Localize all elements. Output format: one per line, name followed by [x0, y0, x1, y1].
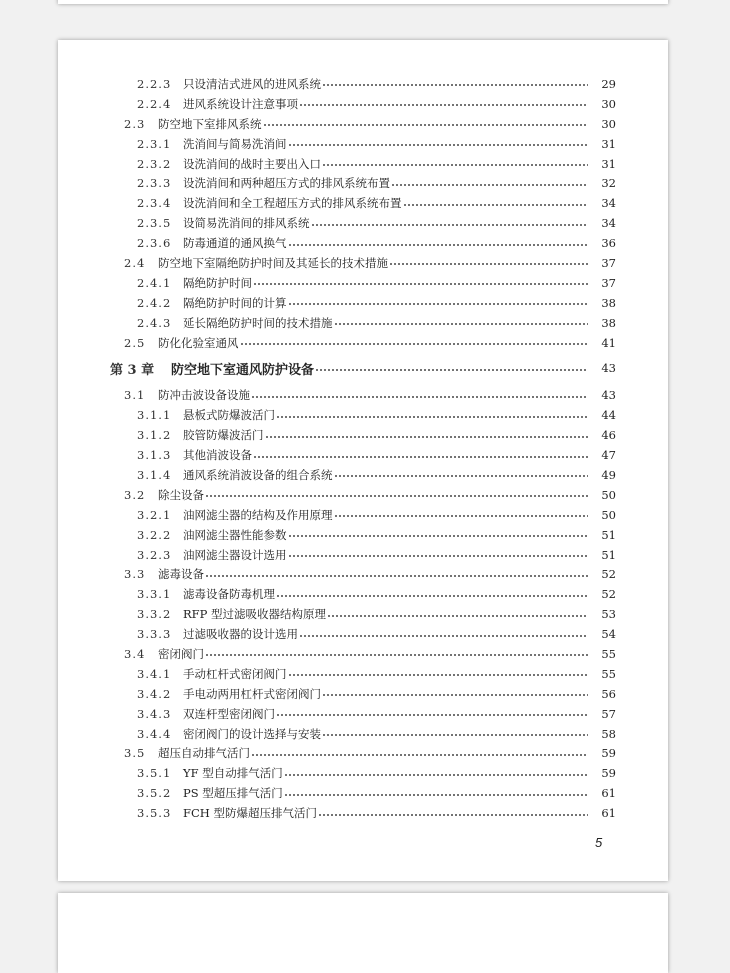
entry-title: 滤毒设备 [158, 567, 204, 582]
entry-number: 2.3.2 [137, 156, 172, 171]
entry-number: 2.3.6 [137, 236, 172, 251]
entry-title: 设洗消间和全工程超压方式的排风系统布置 [183, 196, 402, 211]
entry-title-wrap [158, 255, 592, 271]
dot-leader [299, 635, 588, 637]
entry-page: 38 [601, 315, 616, 330]
toc-entry[interactable] [58, 465, 668, 485]
entry-title-wrap [183, 726, 592, 742]
dot-leader [253, 456, 588, 458]
toc-entry[interactable] [58, 485, 668, 505]
dot-leader [334, 515, 589, 517]
entry-page: 49 [601, 467, 616, 482]
entry-number: 3.4 [124, 646, 146, 661]
entry-number: 2.3.5 [137, 216, 172, 231]
entry-number: 3.1.3 [137, 448, 172, 463]
entry-title-wrap [183, 527, 592, 543]
toc-entry[interactable] [58, 114, 668, 134]
dot-leader [391, 184, 588, 186]
entry-page: 30 [601, 116, 616, 131]
toc-entry[interactable] [58, 744, 668, 764]
entry-page: 38 [601, 295, 616, 310]
entry-title: 延长隔绝防护时间的技术措施 [183, 315, 333, 330]
toc-entry[interactable] [58, 233, 668, 253]
entry-number: 3.2 [124, 487, 146, 502]
entry-title: YF 型自动排气活门 [183, 766, 283, 781]
entry-number: 3.4.2 [137, 686, 172, 701]
entry-title-wrap [183, 805, 592, 821]
toc-entry[interactable] [58, 704, 668, 724]
entry-title-wrap [183, 156, 592, 172]
entry-page: 59 [601, 746, 616, 761]
entry-title: 其他消波设备 [183, 448, 252, 463]
dot-leader [284, 774, 588, 776]
entry-page: 37 [601, 255, 616, 270]
entry-title: 设简易洗消间的排风系统 [183, 216, 310, 231]
entry-page: 37 [601, 275, 616, 290]
entry-number: 2.3.3 [137, 176, 172, 191]
entry-number: 2.4 [124, 255, 146, 270]
document-page [58, 40, 668, 881]
entry-number: 3.5.1 [137, 766, 172, 781]
entry-title-wrap [183, 215, 592, 231]
entry-title-wrap [183, 765, 592, 781]
entry-page: 44 [601, 408, 616, 423]
entry-page: 31 [601, 136, 616, 151]
entry-title-wrap [183, 706, 592, 722]
entry-page: 36 [601, 236, 616, 251]
dot-leader [263, 124, 589, 126]
entry-title: 油网滤尘器性能参数 [183, 527, 287, 542]
toc-entry[interactable] [58, 763, 668, 783]
entry-page: 43 [601, 388, 616, 403]
dot-leader [322, 84, 588, 86]
entry-number: 3.4.4 [137, 726, 172, 741]
entry-title: 油网滤尘器设计选用 [183, 547, 287, 562]
entry-title: 手电动两用杠杆式密闭阀门 [183, 686, 321, 701]
toc-entry[interactable] [58, 134, 668, 154]
entry-number: 3.1.2 [137, 428, 172, 443]
dot-leader [315, 369, 588, 371]
entry-page: 52 [601, 567, 616, 582]
entry-number: 2.2.4 [137, 96, 172, 111]
toc-entry[interactable] [58, 213, 668, 233]
toc-entry[interactable] [58, 584, 668, 604]
dot-leader [288, 144, 589, 146]
dot-leader [288, 555, 589, 557]
entry-page: 46 [601, 428, 616, 443]
entry-title-wrap [183, 586, 592, 602]
entry-number: 3.5.2 [137, 786, 172, 801]
entry-page: 57 [601, 706, 616, 721]
entry-title-wrap [183, 235, 592, 251]
entry-number: 3.2.2 [137, 527, 172, 542]
dot-leader [240, 343, 589, 345]
entry-number: 3.4.1 [137, 666, 172, 681]
dot-leader [334, 475, 589, 477]
entry-title: 防空地下室隔绝防护时间及其延长的技术措施 [158, 255, 388, 270]
entry-title-wrap [183, 96, 592, 112]
entry-title-wrap [183, 295, 592, 311]
entry-page: 30 [601, 96, 616, 111]
entry-title: 隔绝防护时间 [183, 275, 252, 290]
toc-entry[interactable] [58, 405, 668, 425]
entry-number: 2.4.2 [137, 295, 172, 310]
dot-leader [334, 323, 589, 325]
dot-leader [276, 595, 588, 597]
entry-title-wrap [158, 116, 592, 132]
entry-number: 2.2.3 [137, 76, 172, 91]
toc-entry[interactable] [58, 684, 668, 704]
dot-leader [322, 164, 588, 166]
entry-number: 2.4.1 [137, 275, 172, 290]
entry-page: 53 [601, 607, 616, 622]
entry-title: 防化化验室通风 [158, 335, 239, 350]
dot-leader [403, 204, 589, 206]
entry-page: 51 [601, 547, 616, 562]
entry-title: 过滤吸收器的设计选用 [183, 627, 298, 642]
entry-page: 51 [601, 527, 616, 542]
toc-entry[interactable] [58, 783, 668, 803]
dot-leader [288, 303, 589, 305]
toc-entry[interactable] [58, 74, 668, 94]
entry-title-wrap [183, 686, 592, 702]
entry-page: 59 [601, 766, 616, 781]
entry-title-wrap [183, 666, 592, 682]
dot-leader [284, 794, 588, 796]
entry-number: 2.3.4 [137, 196, 172, 211]
dot-leader [389, 263, 588, 265]
dot-leader [288, 244, 589, 246]
toc-entry[interactable] [58, 724, 668, 744]
toc-entry[interactable] [58, 624, 668, 644]
toc-entry[interactable] [58, 604, 668, 624]
dot-leader [299, 104, 588, 106]
entry-number: 3.4.3 [137, 706, 172, 721]
next-page-edge [58, 893, 668, 973]
entry-number: 3.3 [124, 567, 146, 582]
entry-page: 61 [601, 786, 616, 801]
dot-leader [205, 575, 588, 577]
toc-section-chapter-2 [58, 74, 668, 352]
entry-title-wrap [183, 785, 592, 801]
entry-page: 52 [601, 587, 616, 602]
entry-number: 3.1.4 [137, 467, 172, 482]
dot-leader [288, 535, 589, 537]
toc-entry[interactable] [58, 644, 668, 664]
entry-title-wrap [183, 275, 592, 291]
entry-number: 3.1.1 [137, 408, 172, 423]
dot-leader [322, 734, 588, 736]
entry-title: 密闭阀门 [158, 646, 204, 661]
table-of-contents [58, 74, 668, 823]
entry-number: 3.3.3 [137, 627, 172, 642]
toc-entry[interactable] [58, 273, 668, 293]
toc-entry[interactable] [58, 333, 668, 353]
entry-title: 只设清洁式进风的进风系统 [183, 76, 321, 91]
entry-number: 2.3.1 [137, 136, 172, 151]
toc-entry[interactable] [58, 564, 668, 584]
dot-leader [327, 615, 588, 617]
entry-page: 41 [601, 335, 616, 350]
entry-page: 61 [601, 806, 616, 821]
entry-title: 进风系统设计注意事项 [183, 96, 298, 111]
entry-title: 洗消间与简易洗消间 [183, 136, 287, 151]
toc-entry[interactable] [58, 525, 668, 545]
toc-entry[interactable] [58, 505, 668, 525]
toc-chapter-heading[interactable] [58, 357, 668, 379]
entry-title: 防毒通道的通风换气 [183, 236, 287, 251]
entry-title: 悬板式防爆波活门 [183, 408, 275, 423]
entry-title: 设洗消间的战时主要出入口 [183, 156, 321, 171]
entry-page: 50 [601, 487, 616, 502]
entry-title: PS 型超压排气活门 [183, 786, 283, 801]
toc-entry[interactable] [58, 803, 668, 823]
entry-title-wrap [183, 447, 592, 463]
entry-title: RFP 型过滤吸收器结构原理 [183, 607, 327, 622]
entry-page: 58 [601, 726, 616, 741]
toc-entry[interactable] [58, 293, 668, 313]
entry-title-wrap [183, 427, 592, 443]
entry-title-wrap [183, 315, 592, 331]
dot-leader [253, 283, 588, 285]
toc-entry[interactable] [58, 173, 668, 193]
entry-title: 超压自动排气活门 [158, 746, 250, 761]
chapter-title-wrap [171, 359, 592, 378]
page-number: 5 [595, 835, 603, 850]
entry-page: 29 [601, 76, 616, 91]
entry-title: 防空地下室排风系统 [158, 116, 262, 131]
entry-number: 3.5.3 [137, 806, 172, 821]
dot-leader [251, 396, 588, 398]
chapter-page: 43 [601, 361, 616, 376]
entry-title-wrap [158, 646, 592, 662]
entry-title: 密闭阀门的设计选择与安装 [183, 726, 321, 741]
entry-title: FCH 型防爆超压排气活门 [183, 806, 317, 821]
dot-leader [322, 694, 588, 696]
entry-title-wrap [158, 335, 592, 351]
entry-page: 34 [601, 196, 616, 211]
entry-title: 除尘设备 [158, 487, 204, 502]
entry-page: 47 [601, 448, 616, 463]
entry-number: 3.2.3 [137, 547, 172, 562]
entry-title-wrap [183, 76, 592, 92]
entry-title-wrap [183, 606, 592, 622]
entry-title-wrap [183, 195, 592, 211]
entry-page: 50 [601, 507, 616, 522]
dot-leader [311, 224, 589, 226]
dot-leader [288, 674, 589, 676]
toc-entry[interactable] [58, 385, 668, 405]
entry-title-wrap [183, 175, 592, 191]
entry-title-wrap [158, 745, 592, 761]
entry-title: 双连杆型密闭阀门 [183, 706, 275, 721]
entry-title: 油网滤尘器的结构及作用原理 [183, 507, 333, 522]
dot-leader [276, 714, 588, 716]
entry-title-wrap [183, 407, 592, 423]
chapter-title: 防空地下室通风防护设备 [171, 359, 315, 378]
entry-title: 胶管防爆波活门 [183, 428, 264, 443]
entry-number: 3.3.1 [137, 587, 172, 602]
toc-entry[interactable] [58, 94, 668, 114]
entry-title: 隔绝防护时间的计算 [183, 295, 287, 310]
previous-page-edge [58, 0, 668, 4]
toc-entry[interactable] [58, 154, 668, 174]
entry-page: 34 [601, 216, 616, 231]
dot-leader [265, 436, 589, 438]
dot-leader [205, 495, 588, 497]
entry-title: 防冲击波设备设施 [158, 388, 250, 403]
entry-page: 56 [601, 686, 616, 701]
chapter-number: 第 3 章 [110, 362, 155, 378]
entry-page: 54 [601, 627, 616, 642]
dot-leader [318, 814, 588, 816]
entry-title: 通风系统消波设备的组合系统 [183, 467, 333, 482]
toc-entry[interactable] [58, 193, 668, 213]
entry-title-wrap [183, 467, 592, 483]
entry-page: 32 [601, 176, 616, 191]
entry-number: 2.3 [124, 116, 146, 131]
toc-section-chapter-3 [58, 385, 668, 823]
dot-leader [205, 654, 588, 656]
toc-entry[interactable] [58, 313, 668, 333]
toc-entry[interactable] [58, 425, 668, 445]
entry-page: 55 [601, 666, 616, 681]
entry-page: 31 [601, 156, 616, 171]
entry-number: 3.3.2 [137, 607, 172, 622]
entry-number: 3.1 [124, 388, 146, 403]
entry-title: 设洗消间和两种超压方式的排风系统布置 [183, 176, 390, 191]
toc-entry[interactable] [58, 253, 668, 273]
toc-entry[interactable] [58, 664, 668, 684]
entry-title-wrap [183, 626, 592, 642]
toc-entry[interactable] [58, 445, 668, 465]
entry-title: 滤毒设备防毒机理 [183, 587, 275, 602]
dot-leader [251, 754, 588, 756]
entry-number: 2.4.3 [137, 315, 172, 330]
toc-entry[interactable] [58, 545, 668, 565]
entry-title-wrap [183, 547, 592, 563]
entry-title-wrap [158, 387, 592, 403]
entry-number: 3.5 [124, 746, 146, 761]
dot-leader [276, 416, 588, 418]
entry-title-wrap [183, 507, 592, 523]
entry-page: 55 [601, 646, 616, 661]
entry-title-wrap [183, 136, 592, 152]
entry-number: 3.2.1 [137, 507, 172, 522]
entry-title-wrap [158, 566, 592, 582]
entry-title-wrap [158, 487, 592, 503]
entry-title: 手动杠杆式密闭阀门 [183, 666, 287, 681]
entry-number: 2.5 [124, 335, 146, 350]
